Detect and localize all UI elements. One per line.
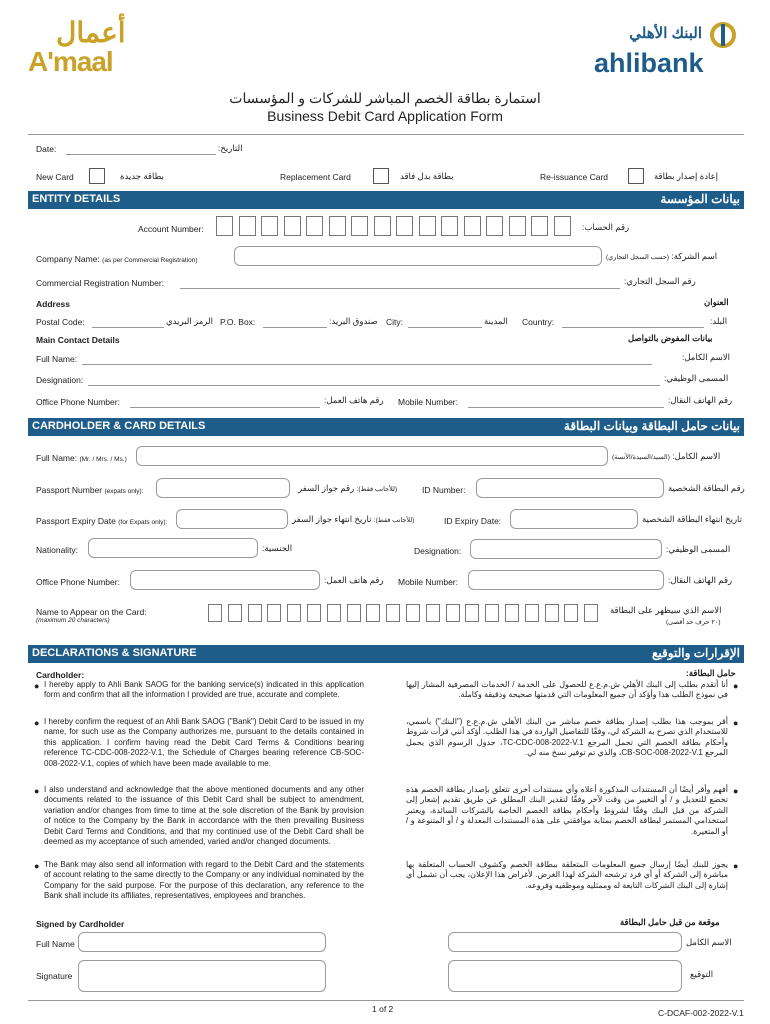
country-line[interactable]	[562, 327, 704, 328]
embossed-name-char-box[interactable]	[446, 604, 460, 622]
account-number-digit-box[interactable]	[329, 216, 346, 236]
ch-full-name-label	[36, 453, 127, 463]
account-number-digit-box[interactable]	[554, 216, 571, 236]
signature-box[interactable]	[78, 960, 326, 992]
declarations-title: DECLARATIONS & SIGNATURE	[32, 647, 197, 659]
contact-full-name-label: Full Name:	[36, 354, 78, 364]
account-number-digit-box[interactable]	[419, 216, 436, 236]
ahlibank-emblem-icon	[706, 20, 740, 50]
cr-number-line[interactable]	[180, 288, 620, 289]
passport-expiry-text: Passport Expiry Date	[36, 516, 116, 526]
address-heading: Address	[36, 299, 71, 309]
city-label: City:	[386, 317, 403, 327]
embossed-name-char-box[interactable]	[347, 604, 361, 622]
signed-by-heading-arabic: موقعة من قبل حامل البطاقة	[620, 917, 720, 927]
passport-number-text-arabic: رقم جواز السفر	[298, 483, 355, 493]
embossed-name-char-box[interactable]	[267, 604, 281, 622]
page-number: 1 of 2	[372, 1004, 394, 1014]
passport-number-label-arabic	[298, 483, 397, 494]
declaration-en-2: I hereby confirm the request of an Ahli Bank SAOG ("Bank") Debit Card to be issued in my name, for such use as the Company authorizes me, pursuant to the details contained in this application. I confirm having read the Debit Card Terms & Conditions bearing reference TC-CDC-008-2022-V.1, the Schedule of Charges bearing reference CB-SOC-008-2022-V.1, copies of which have been made available to me.	[44, 717, 364, 768]
declaration-bullet-3	[34, 786, 39, 796]
company-name-input[interactable]	[234, 246, 602, 266]
company-name-text-arabic: اسم الشركة:	[671, 251, 718, 261]
account-number-digit-box[interactable]	[396, 216, 413, 236]
cardholder-subheading: Cardholder:	[36, 670, 85, 680]
ch-mobile-label: Mobile Number:	[398, 577, 458, 587]
account-number-digit-box[interactable]	[351, 216, 368, 236]
account-number-digit-box[interactable]	[284, 216, 301, 236]
signer-full-name-label: Full Name	[36, 939, 75, 949]
passport-expiry-label	[36, 516, 167, 526]
ch-designation-label: Designation:	[414, 546, 462, 556]
company-name-label-arabic	[606, 251, 717, 262]
cr-number-label-arabic: رقم السجل التجاري:	[624, 276, 696, 286]
ch-full-name-text: Full Name:	[36, 453, 78, 463]
reissue-card-label-arabic: إعادة إصدار بطاقة	[654, 171, 719, 181]
contact-office-phone-label-arabic: رقم هاتف العمل:	[324, 395, 384, 405]
declaration-bullet-4	[34, 861, 39, 871]
ch-designation-input[interactable]	[470, 539, 662, 559]
po-box-label-arabic: صندوق البريد:	[329, 316, 378, 326]
id-number-label-arabic: رقم البطاقة الشخصية	[668, 483, 745, 493]
declaration-bullet-ar-3	[733, 786, 738, 796]
embossed-name-char-box[interactable]	[426, 604, 440, 622]
entity-details-banner	[28, 191, 744, 209]
ahlibank-logo	[586, 20, 746, 82]
main-contact-heading: Main Contact Details	[36, 335, 120, 345]
embossed-name-char-box[interactable]	[465, 604, 479, 622]
passport-number-note-arabic: (للأجانب فقط):	[356, 486, 398, 493]
date-label-arabic: التاريخ:	[218, 143, 243, 153]
account-number-cells[interactable]	[216, 216, 576, 240]
signer-full-name-label-arabic: الاسم الكامل	[686, 937, 732, 947]
contact-full-name-label-arabic: الاسم الكامل:	[682, 352, 730, 362]
entity-details-title-arabic: بيانات المؤسسة	[660, 192, 740, 206]
city-label-arabic: المدينة	[484, 316, 508, 326]
ch-office-phone-label: Office Phone Number:	[36, 577, 120, 587]
address-heading-arabic: العنوان	[704, 297, 729, 307]
ch-full-name-input[interactable]	[136, 446, 608, 466]
signature-box-arabic[interactable]	[448, 960, 682, 992]
contact-mobile-line[interactable]	[468, 407, 664, 408]
embossed-name-char-box[interactable]	[208, 604, 222, 622]
declaration-bullet-1	[34, 681, 39, 691]
ch-office-phone-label-arabic: رقم هاتف العمل:	[324, 575, 384, 585]
cardholder-title-arabic: بيانات حامل البطاقة وبيانات البطاقة	[563, 419, 740, 433]
company-name-note-arabic: (حسب السجل التجاري)	[606, 254, 669, 261]
amaal-logo-latin: A'maal	[28, 46, 113, 77]
ch-full-name-text-arabic: الاسم الكامل:	[672, 451, 721, 461]
ch-mobile-input[interactable]	[468, 570, 664, 590]
nationality-label: Nationality:	[36, 545, 79, 555]
account-number-digit-box[interactable]	[374, 216, 391, 236]
ch-full-name-note: (Mr. / Mrs. / Ms.)	[79, 456, 127, 463]
passport-expiry-note-arabic: (للأجانب فقط):	[373, 517, 415, 524]
passport-number-note: (expats only):	[104, 488, 144, 495]
signer-full-name-input-arabic[interactable]	[448, 932, 682, 952]
replacement-card-checkbox[interactable]	[373, 168, 389, 184]
account-number-digit-box[interactable]	[464, 216, 481, 236]
cr-number-label: Commercial Registration Number:	[36, 278, 165, 288]
embossed-name-char-box[interactable]	[564, 604, 578, 622]
declaration-bullet-ar-4	[733, 861, 738, 871]
postal-code-label-arabic: الرمز البريدي	[166, 316, 213, 326]
declaration-en-4: The Bank may also send all information with regard to the Debit Card and the statements of account relating to the same directly to the Company or any individual nominated by the Company for the said purpose. For the purpose of this declaration, any reference to the Bank shall include its affiliates, representatives, employees and branches.	[44, 860, 364, 901]
id-expiry-input[interactable]	[510, 509, 638, 529]
embossed-name-label-arabic: الاسم الذي سيظهر على البطاقة	[610, 605, 722, 615]
po-box-label: P.O. Box:	[220, 317, 256, 327]
ch-office-phone-input[interactable]	[130, 570, 320, 590]
cardholder-title: CARDHOLDER & CARD DETAILS	[32, 420, 206, 432]
contact-full-name-line[interactable]	[82, 364, 652, 365]
declarations-banner	[28, 645, 744, 663]
form-border-top	[28, 134, 744, 135]
reissue-card-checkbox[interactable]	[628, 168, 644, 184]
ahlibank-logo-latin: ahlibank	[594, 48, 704, 78]
date-label: Date:	[36, 144, 57, 154]
new-card-label-arabic: بطاقة جديدة	[120, 171, 164, 181]
contact-office-phone-line[interactable]	[130, 407, 320, 408]
contact-mobile-label: Mobile Number:	[398, 397, 458, 407]
passport-number-text: Passport Number	[36, 485, 103, 495]
form-border-bottom	[28, 1000, 744, 1001]
account-number-digit-box[interactable]	[531, 216, 548, 236]
embossed-name-note: (maximum 20 characters)	[36, 617, 110, 624]
signed-by-heading: Signed by Cardholder	[36, 919, 125, 929]
reissue-card-label: Re-issuance Card	[540, 172, 609, 182]
entity-details-title: ENTITY DETAILS	[32, 193, 121, 205]
embossed-name-char-box[interactable]	[545, 604, 559, 622]
passport-number-label	[36, 485, 144, 495]
declaration-ar-4: يجوز للبنك أيضًا إرسال جميع المعلومات المتعلقة ببطاقة الخصم وكشوف الحساب المتعلقة بها مباشرة إلى الشركة أو أي فرد ترشحه الشركة لهذا الغرض. لأغراض هذا الإعلان، يجب أن تشمل أي إشارة إلى البنك الشركات التابعة له وممثليه وموظفيه وفروعه.	[406, 860, 728, 890]
amaal-logo-arabic: أعمال	[56, 17, 126, 48]
contact-mobile-label-arabic: رقم الهاتف النقال:	[668, 395, 733, 405]
contact-designation-label: Designation:	[36, 375, 84, 385]
declaration-ar-1: أنا أتقدم بطلب إلى البنك الأهلي ش.م.ع.ع للحصول على الخدمة / الخدمات المصرفية المشار إليها في نموذج الطلب هذا وأؤكد أن جميع المعلومات التي قدمتها صحيحة ودقيقة وكاملة.	[406, 680, 728, 700]
id-expiry-label-arabic: تاريخ انتهاء البطاقة الشخصية	[642, 514, 743, 524]
embossed-name-char-box[interactable]	[307, 604, 321, 622]
po-box-line[interactable]	[263, 327, 327, 328]
cardholder-banner	[28, 418, 744, 436]
passport-expiry-input[interactable]	[176, 509, 288, 529]
embossed-name-char-box[interactable]	[485, 604, 499, 622]
signature-label: Signature	[36, 971, 73, 981]
id-number-label: ID Number:	[422, 485, 466, 495]
passport-number-input[interactable]	[156, 478, 290, 498]
company-name-text: Company Name:	[36, 254, 100, 264]
cardholder-subheading-arabic: حامل البطاقة:	[686, 668, 736, 678]
passport-expiry-label-arabic	[292, 514, 414, 525]
nationality-label-arabic: الجنسية:	[262, 543, 293, 553]
account-number-digit-box[interactable]	[306, 216, 323, 236]
embossed-name-char-box[interactable]	[287, 604, 301, 622]
declaration-bullet-ar-2	[733, 718, 738, 728]
embossed-name-char-box[interactable]	[366, 604, 380, 622]
declaration-en-1: I hereby apply to Ahli Bank SAOG for the banking service(s) indicated in this application form and confirm that all the information I provided are true, accurate and complete.	[44, 680, 364, 700]
embossed-name-cells[interactable]	[208, 604, 608, 624]
company-name-label	[36, 254, 198, 264]
main-contact-heading-arabic: بيانات المفوض بالتواصل	[628, 333, 713, 343]
new-card-checkbox[interactable]	[89, 168, 105, 184]
postal-code-label: Postal Code:	[36, 317, 85, 327]
date-line[interactable]	[66, 154, 216, 155]
embossed-name-char-box[interactable]	[327, 604, 341, 622]
ch-full-name-label-arabic	[612, 451, 720, 462]
embossed-name-note-arabic: (٢٠ حرف حد أقصى)	[666, 619, 721, 626]
account-number-digit-box[interactable]	[509, 216, 526, 236]
account-number-label-arabic: رقم الحساب:	[582, 222, 630, 232]
declaration-ar-2: أقر بموجب هذا بطلب إصدار بطاقة خصم مباشر من البنك الأهلي ش.م.ع.ع ("البنك") باسمي، للاستخدام الذي تصرح به الشركة لي، وفقًا للتفاصيل الواردة في هذا الطلب. أؤكد أنني قرأت شروط وأحكام بطاقة الخصم التي تحمل المرجع TC-CDC-008-2022-V.1، جدول الرسوم الذي يحمل المرجع CB-SOC-008-2022-V.1، والذي تم توفير نسخ منه لي.	[406, 717, 728, 758]
embossed-name-char-box[interactable]	[525, 604, 539, 622]
ch-mobile-label-arabic: رقم الهاتف النقال:	[668, 575, 733, 585]
account-number-digit-box[interactable]	[239, 216, 256, 236]
form-title-arabic: استمارة بطاقة الخصم المباشر للشركات و المؤسسات	[229, 90, 541, 106]
ch-designation-label-arabic: المسمى الوظيفي:	[666, 544, 731, 554]
city-line[interactable]	[408, 327, 482, 328]
signer-full-name-input[interactable]	[78, 932, 326, 952]
nationality-input[interactable]	[88, 538, 258, 558]
account-number-digit-box[interactable]	[216, 216, 233, 236]
embossed-name-char-box[interactable]	[505, 604, 519, 622]
postal-code-line[interactable]	[92, 327, 164, 328]
form-title: Business Debit Card Application Form	[267, 108, 503, 124]
account-number-digit-box[interactable]	[441, 216, 458, 236]
country-label-arabic: البلد:	[710, 316, 728, 326]
amaal-logo	[28, 16, 148, 78]
declaration-bullet-ar-1	[733, 681, 738, 691]
passport-expiry-text-arabic: تاريخ انتهاء جواز السفر	[292, 514, 372, 524]
id-number-input[interactable]	[476, 478, 664, 498]
account-number-label: Account Number:	[138, 224, 204, 234]
id-expiry-label: ID Expiry Date:	[444, 516, 502, 526]
replacement-card-label: Replacement Card	[280, 172, 351, 182]
declaration-bullet-2	[34, 718, 39, 728]
passport-expiry-note: (for Expats only):	[118, 519, 168, 526]
account-number-digit-box[interactable]	[486, 216, 503, 236]
declarations-title-arabic: الإقرارات والتوقيع	[652, 646, 740, 660]
embossed-name-char-box[interactable]	[228, 604, 242, 622]
ahlibank-logo-arabic: البنك الأهلي	[629, 25, 702, 42]
embossed-name-char-box[interactable]	[584, 604, 598, 622]
new-card-label: New Card	[36, 172, 74, 182]
embossed-name-char-box[interactable]	[386, 604, 400, 622]
ch-full-name-note-arabic: (السيد/السيدة/الآنسة)	[612, 454, 670, 461]
declaration-ar-3: أفهم وأقر أيضًا أن المستندات المذكورة أعلاه وأي مستندات أخرى تتعلق بإصدار بطاقة الخصم هذه تخضع للتعديل و / أو التغيير من وقت لآخر وفقًا لتقدير البنك المطلق عن طريق تقديم إشعار إلى الشركة من قبل البنك وفقًا لشروط وأحكام بطاقة الخصم الخاصة بالشركات السائدة، ويعتبر استخدامي المستمر لبطاقة الخصم بمثابة موافقتي على هذه المستندات المعدلة و / أو المتنوعة و / أو المتغيرة.	[406, 785, 728, 836]
form-code: C-DCAF-002-2022-V.1	[658, 1008, 744, 1018]
contact-designation-line[interactable]	[88, 385, 660, 386]
embossed-name-char-box[interactable]	[248, 604, 262, 622]
contact-office-phone-label: Office Phone Number:	[36, 397, 120, 407]
signature-label-arabic: التوقيع	[690, 969, 714, 979]
account-number-digit-box[interactable]	[261, 216, 278, 236]
declaration-en-3: I also understand and acknowledge that the above mentioned documents and any other documents related to the issuance of this Debit Card shall be subject to amendment, variation and/or changes from time to time at the sole discretion of the Bank by provision of notice to the Company by the Bank in accordance with the then prevailing Business Debit Card Terms and Conditions, and that my continued use of the Debit Card shall be deemed as my acceptance of such amended, varied and/or changed documents.	[44, 785, 364, 847]
country-label: Country:	[522, 317, 555, 327]
replacement-card-label-arabic: بطاقة بدل فاقد	[400, 171, 454, 181]
embossed-name-char-box[interactable]	[406, 604, 420, 622]
company-name-note: (as per Commercial Registration)	[102, 257, 198, 264]
contact-designation-label-arabic: المسمى الوظيفي:	[664, 373, 729, 383]
embossed-name-label: Name to Appear on the Card:	[36, 607, 147, 617]
